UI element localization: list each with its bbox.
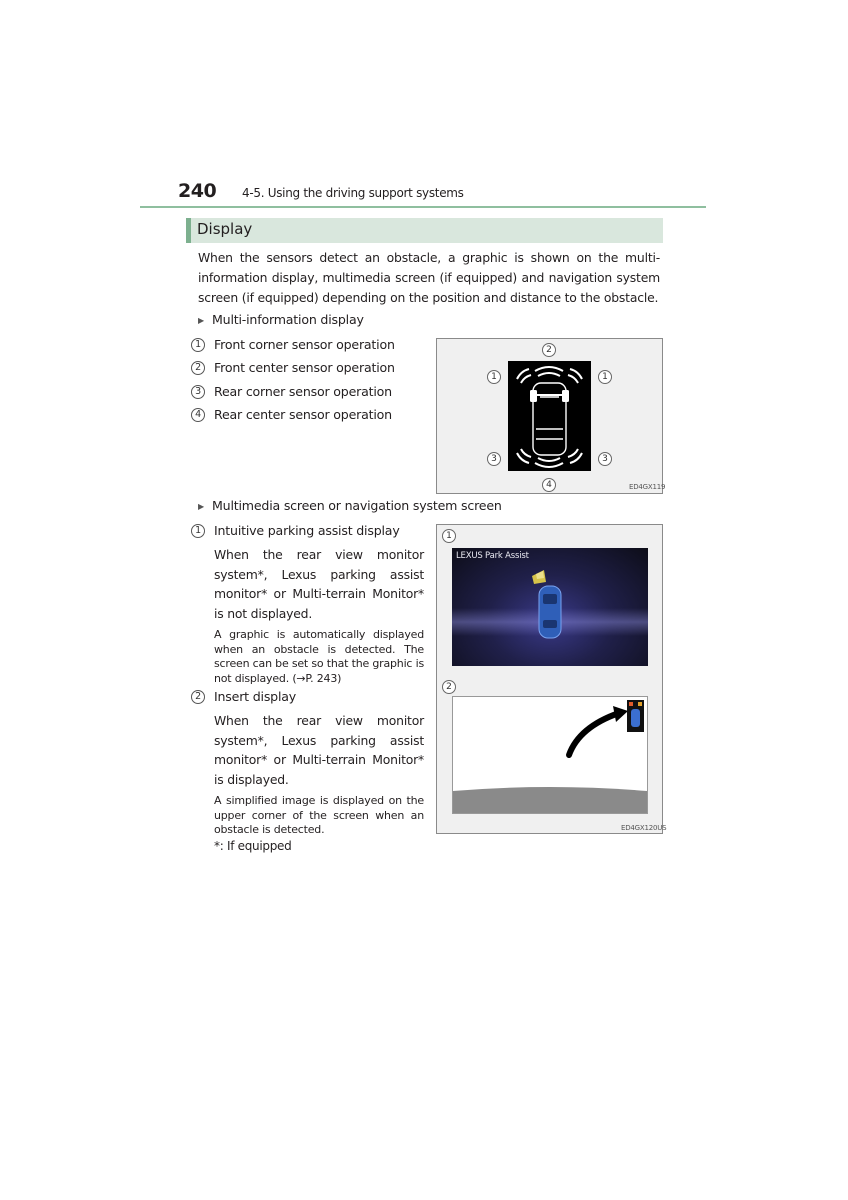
callout-4: 4 (542, 478, 556, 492)
figure-code: ED4GX119 (629, 483, 666, 491)
section-heading-bar (186, 218, 663, 243)
list-item-label: Rear corner sensor operation (214, 384, 392, 399)
sensor-diagram (437, 339, 662, 493)
callout-1-right: 1 (598, 370, 612, 384)
figure-multi-info-display (436, 338, 666, 494)
item-note: A simplified image is displayed on the upper corner of the screen when an obstacle is detected. (214, 794, 424, 836)
rear-view-screen (452, 696, 648, 814)
list-item-label: Front center sensor operation (214, 360, 395, 375)
item-note: A graphic is automatically displayed when an obstacle is detected. The screen can be set so that the graphic is not displayed. (→P. 243) (214, 628, 424, 685)
section-title: Display (197, 220, 253, 238)
circled-number: 4 (191, 408, 205, 422)
car-graphic (452, 548, 648, 666)
circled-number: 2 (191, 690, 205, 704)
triangle-bullet-icon: ▶ (198, 316, 204, 325)
chapter-title: 4-5. Using the driving support systems (242, 186, 464, 200)
bullet-multimedia (198, 498, 502, 513)
bullet-label: Multi-information display (212, 312, 364, 327)
intro-paragraph: When the sensors detect an obstacle, a graphic is shown on the multi-information display, multimedia screen (if equipped) and navigation system screen (if equipped) depending on the position and distance to the obstacle. (198, 250, 660, 305)
figure-multimedia-screen (436, 524, 667, 834)
callout-1-left: 1 (487, 370, 501, 384)
item-description: When the rear view monitor system*, Lexus parking assist monitor* or Multi-terrain Monitor* is displayed. (214, 713, 424, 787)
bullet-label: Multimedia screen or navigation system screen (212, 498, 502, 513)
callout-1: 1 (442, 529, 456, 543)
circled-number: 1 (191, 524, 205, 538)
callout-2: 2 (442, 680, 456, 694)
park-assist-screen (452, 548, 648, 666)
insert-display-graphic (453, 697, 647, 813)
callout-3-right: 3 (598, 452, 612, 466)
callout-3-left: 3 (487, 452, 501, 466)
circled-number: 1 (191, 338, 205, 352)
bullet-multi-info (198, 312, 364, 327)
list-item-label: Insert display (214, 689, 297, 704)
circled-number: 2 (191, 361, 205, 375)
item-description: When the rear view monitor system*, Lexus parking assist monitor* or Multi-terrain Monitor* is not displayed. (214, 547, 424, 621)
page-number: 240 (178, 180, 217, 202)
callout-2: 2 (542, 343, 556, 357)
triangle-bullet-icon: ▶ (198, 502, 204, 511)
list-item-label: Rear center sensor operation (214, 407, 392, 422)
circled-number: 3 (191, 385, 205, 399)
screen-title: LEXUS Park Assist (456, 551, 529, 561)
footnote: *: If equipped (214, 839, 292, 853)
figure-code: ED4GX120US (621, 824, 667, 832)
header-divider (140, 206, 706, 208)
list-item-label: Intuitive parking assist display (214, 523, 400, 538)
list-item-label: Front corner sensor operation (214, 337, 395, 352)
